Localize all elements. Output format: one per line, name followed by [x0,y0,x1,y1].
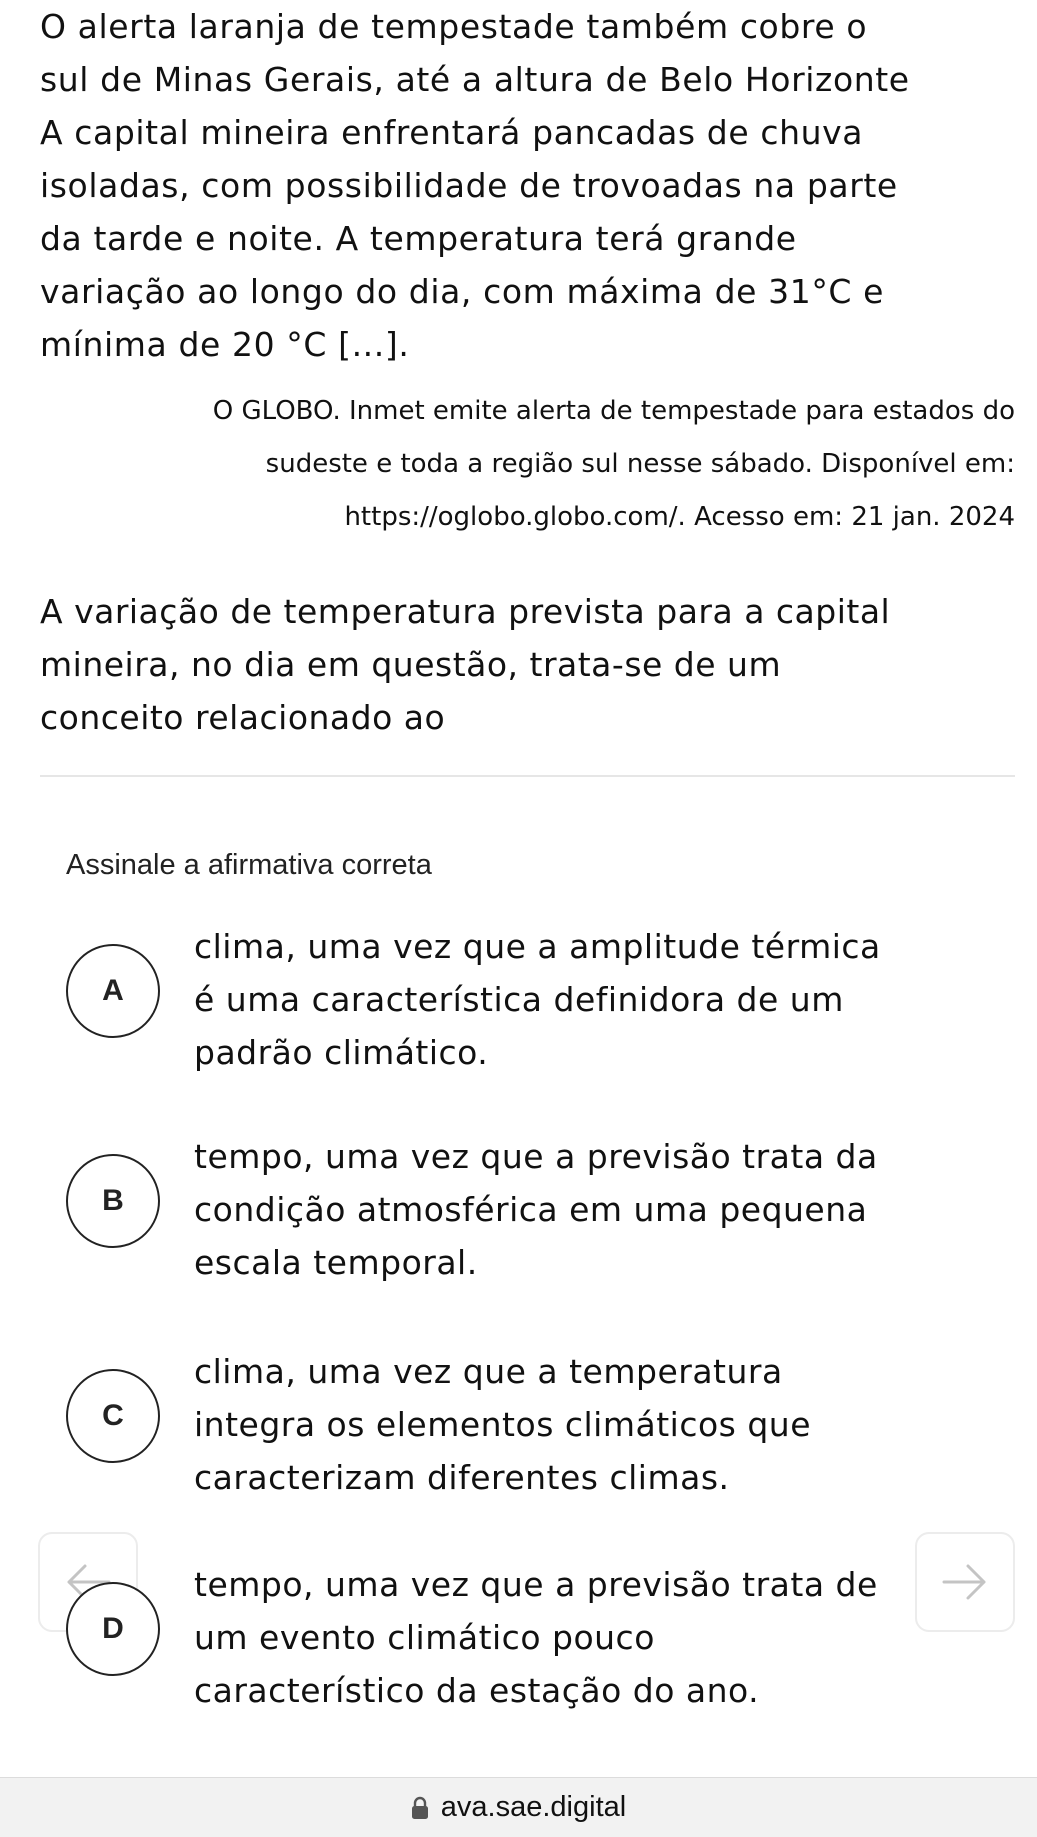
excerpt-line: da tarde e noite. A temperatura terá grande [40,219,797,258]
question-line: A variação de temperatura prevista para a capital [40,592,891,631]
excerpt-text [40,0,1015,371]
question-statement [40,585,1015,744]
option-line: integra os elementos climáticos que [194,1405,812,1444]
option-line: característico da estação do ano. [194,1671,760,1710]
answer-option-b[interactable] [66,1137,996,1342]
option-letter-a[interactable]: A [66,944,160,1038]
question-line: conceito relacionado ao [40,698,446,737]
excerpt-line: isoladas, com possibilidade de trovoadas na parte [40,166,898,205]
option-line: tempo, uma vez que a previsão trata de [194,1565,878,1604]
option-line: um evento climático pouco [194,1618,655,1657]
option-line: clima, uma vez que a amplitude térmica [194,927,881,966]
option-letter-d[interactable]: D [66,1582,160,1676]
citation-line: sudeste e toda a região sul nesse sábado. Disponível em: [265,449,1015,479]
citation-line: https://oglobo.globo.com/. Acesso em: 21 jan. 2024 [344,502,1015,532]
option-text-b[interactable] [194,1130,1037,1289]
citation-line: O GLOBO. Inmet emite alerta de tempestade para estados do [212,396,1015,426]
excerpt-line: A capital mineira enfrentará pancadas de chuva [40,113,864,152]
excerpt-line: mínima de 20 °C [...]. [40,325,410,364]
option-text-c[interactable] [194,1345,1037,1504]
answer-option-c[interactable] [66,1352,996,1557]
option-line: condição atmosférica em uma pequena [194,1190,868,1229]
browser-address-bar[interactable] [0,1777,1037,1837]
option-text-a[interactable] [194,920,1037,1079]
address-url[interactable]: ava.sae.digital [440,1791,627,1823]
option-line: tempo, uma vez que a previsão trata da [194,1137,878,1176]
excerpt-line: sul de Minas Gerais, até a altura de Belo Horizonte [40,60,910,99]
section-divider [40,775,1015,777]
instruction-label: Assinale a afirmativa correta [66,849,432,881]
excerpt-line: O alerta laranja de tempestade também cobre o [40,7,868,46]
option-letter-b[interactable]: B [66,1154,160,1248]
option-line: escala temporal. [194,1243,478,1282]
option-line: caracterizam diferentes climas. [194,1458,730,1497]
excerpt-line: variação ao longo do dia, com máxima de 31°C e [40,272,885,311]
source-citation [55,385,1015,544]
question-line: mineira, no dia em questão, trata-se de um [40,645,782,684]
lock-icon [411,1796,429,1820]
option-line: padrão climático. [194,1033,489,1072]
option-text-d[interactable] [194,1558,1037,1717]
option-line: é uma característica definidora de um [194,980,844,1019]
option-line: clima, uma vez que a temperatura [194,1352,783,1391]
answer-option-d[interactable] [66,1565,996,1770]
option-letter-c[interactable]: C [66,1369,160,1463]
answer-option-a[interactable] [66,927,996,1132]
